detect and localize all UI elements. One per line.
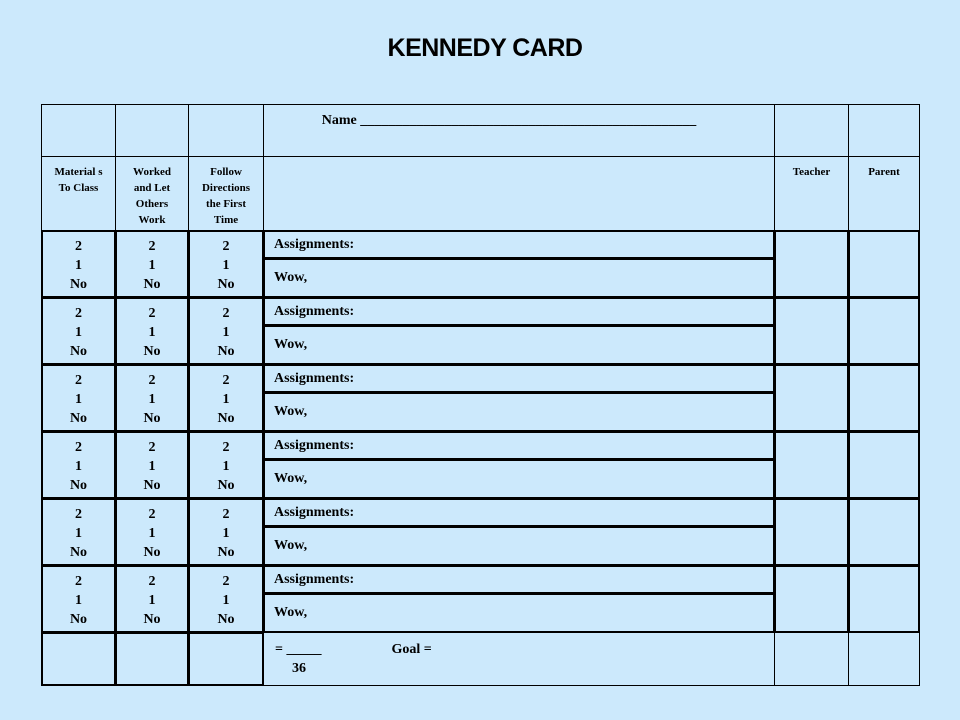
rating-cell[interactable] xyxy=(188,565,264,633)
rating-option[interactable]: No xyxy=(69,612,88,627)
header-parent xyxy=(848,156,920,231)
total-blank-cell xyxy=(41,632,116,686)
wow-field[interactable] xyxy=(263,325,775,365)
page-title: KENNEDY CARD xyxy=(387,34,583,62)
total-blank[interactable]: = _____ xyxy=(275,642,322,657)
rating-cell[interactable] xyxy=(188,498,264,566)
goal-value: 36 xyxy=(292,661,306,676)
rating-option[interactable]: 1 xyxy=(222,526,230,541)
rating-option[interactable]: 2 xyxy=(148,574,156,589)
rating-option[interactable]: No xyxy=(143,277,161,292)
rating-option[interactable]: 1 xyxy=(148,392,156,407)
rating-cell[interactable] xyxy=(41,297,116,365)
rating-option[interactable]: 1 xyxy=(148,459,156,474)
rating-option[interactable]: No xyxy=(217,612,235,627)
parent-initial-cell[interactable] xyxy=(848,431,920,499)
header-blank-cell xyxy=(263,156,775,231)
goal-value-line xyxy=(275,659,774,678)
rating-option[interactable]: 1 xyxy=(222,258,230,273)
rating-option[interactable]: 2 xyxy=(75,306,82,321)
rating-cell[interactable] xyxy=(115,364,189,432)
assignments-field[interactable] xyxy=(263,230,775,259)
rating-option[interactable]: 1 xyxy=(222,459,230,474)
rating-option[interactable]: 1 xyxy=(148,325,156,340)
rating-option[interactable]: 2 xyxy=(222,306,230,321)
rating-cell[interactable] xyxy=(41,431,116,499)
wow-label: Wow, xyxy=(274,404,308,419)
parent-initial-cell[interactable] xyxy=(848,565,920,633)
wow-field[interactable] xyxy=(263,593,775,633)
rating-option[interactable]: No xyxy=(217,545,235,560)
wow-label: Wow, xyxy=(274,270,308,285)
header-teacher xyxy=(774,156,849,231)
rating-option[interactable]: 2 xyxy=(75,373,82,388)
header-blank-cell xyxy=(188,104,264,157)
teacher-initial-cell[interactable] xyxy=(774,565,849,633)
assignments-label: Assignments: xyxy=(274,571,355,587)
header-blank-cell xyxy=(774,104,849,157)
assignments-field[interactable] xyxy=(263,297,775,326)
wow-label: Wow, xyxy=(274,471,308,486)
parent-initial-cell[interactable] xyxy=(848,364,920,432)
header-label: Worked and Let Others Work xyxy=(133,166,171,226)
rating-option[interactable]: 2 xyxy=(222,440,230,455)
rating-cell[interactable] xyxy=(115,565,189,633)
rating-option[interactable]: 2 xyxy=(148,239,156,254)
rating-cell[interactable] xyxy=(115,431,189,499)
parent-initial-cell[interactable] xyxy=(848,498,920,566)
rating-option[interactable]: 1 xyxy=(75,392,82,407)
goal-label: Goal = xyxy=(391,642,432,657)
header-label: Follow Directions the First Time xyxy=(201,166,251,226)
rating-cell[interactable] xyxy=(41,364,116,432)
assignments-label: Assignments: xyxy=(274,236,355,252)
rating-option[interactable]: No xyxy=(69,277,88,292)
rating-option[interactable]: 2 xyxy=(222,574,230,589)
rating-cell[interactable] xyxy=(188,431,264,499)
rating-option[interactable]: 2 xyxy=(222,507,230,522)
rating-cell[interactable] xyxy=(41,230,116,298)
rating-cell[interactable] xyxy=(41,498,116,566)
assignments-label: Assignments: xyxy=(274,504,355,520)
rating-option[interactable]: 1 xyxy=(148,526,156,541)
rating-option[interactable]: 2 xyxy=(148,306,156,321)
rating-option[interactable]: 1 xyxy=(75,258,82,273)
parent-initial-cell[interactable] xyxy=(848,297,920,365)
header-follow-directions xyxy=(188,156,264,231)
rating-option[interactable]: 1 xyxy=(75,593,82,608)
rating-cell[interactable] xyxy=(188,364,264,432)
rating-option[interactable]: No xyxy=(217,277,235,292)
rating-cell[interactable] xyxy=(41,565,116,633)
rating-option[interactable]: 1 xyxy=(75,459,82,474)
rating-option[interactable]: No xyxy=(143,478,161,493)
teacher-initial-cell[interactable] xyxy=(774,364,849,432)
teacher-initial-cell[interactable] xyxy=(774,230,849,298)
rating-option[interactable]: No xyxy=(143,545,161,560)
assignments-field[interactable] xyxy=(263,364,775,393)
rating-option[interactable]: 2 xyxy=(222,373,230,388)
rating-option[interactable]: 2 xyxy=(75,239,82,254)
parent-initial-cell[interactable] xyxy=(848,230,920,298)
wow-field[interactable] xyxy=(263,258,775,298)
assignments-field[interactable] xyxy=(263,565,775,594)
rating-option[interactable]: 1 xyxy=(75,325,82,340)
rating-option[interactable]: 1 xyxy=(75,526,82,541)
rating-option[interactable]: 1 xyxy=(148,593,156,608)
rating-option[interactable]: 2 xyxy=(148,507,156,522)
header-worked-and-let-others-work xyxy=(115,156,189,231)
header-label: Teacher xyxy=(792,166,831,178)
assignments-label: Assignments: xyxy=(274,437,355,453)
rating-option[interactable]: 2 xyxy=(148,440,156,455)
assignments-field[interactable] xyxy=(263,498,775,527)
total-blank-cell xyxy=(848,632,920,686)
teacher-initial-cell[interactable] xyxy=(774,498,849,566)
wow-label: Wow, xyxy=(274,605,308,620)
name-label[interactable]: Name ________________________________________________ xyxy=(321,113,697,128)
rating-option[interactable]: 1 xyxy=(148,258,156,273)
header-label: Parent xyxy=(868,166,900,178)
assignments-field[interactable] xyxy=(263,431,775,460)
rating-cell[interactable] xyxy=(188,230,264,298)
header-label: Material s To Class xyxy=(54,166,103,194)
wow-field[interactable] xyxy=(263,526,775,566)
rating-option[interactable]: 2 xyxy=(75,507,82,522)
wow-label: Wow, xyxy=(274,337,308,352)
rating-option[interactable]: 2 xyxy=(75,440,82,455)
name-field[interactable] xyxy=(263,104,775,157)
rating-option[interactable]: 2 xyxy=(148,373,156,388)
rating-option[interactable]: No xyxy=(143,612,161,627)
rating-option[interactable]: No xyxy=(143,344,161,359)
rating-option[interactable]: 1 xyxy=(222,392,230,407)
rating-option[interactable]: 2 xyxy=(75,574,82,589)
total-blank-cell xyxy=(188,632,264,686)
rating-option[interactable]: No xyxy=(69,478,88,493)
rating-cell[interactable] xyxy=(188,297,264,365)
assignments-label: Assignments: xyxy=(274,303,355,319)
assignments-label: Assignments: xyxy=(274,370,355,386)
teacher-initial-cell[interactable] xyxy=(774,431,849,499)
rating-option[interactable]: No xyxy=(69,344,88,359)
rating-option[interactable]: No xyxy=(143,411,161,426)
wow-label: Wow, xyxy=(274,538,308,553)
total-score-field[interactable] xyxy=(263,632,775,686)
rating-option[interactable]: 2 xyxy=(222,239,230,254)
wow-field[interactable] xyxy=(263,392,775,432)
rating-option[interactable]: No xyxy=(217,478,235,493)
header-blank-cell xyxy=(848,104,920,157)
teacher-initial-cell[interactable] xyxy=(774,297,849,365)
total-blank-cell xyxy=(774,632,849,686)
rating-option[interactable]: No xyxy=(69,411,88,426)
rating-option[interactable]: 1 xyxy=(222,593,230,608)
total-blank-cell xyxy=(115,632,189,686)
rating-option[interactable]: No xyxy=(69,545,88,560)
kennedy-card-table xyxy=(41,104,919,690)
wow-field[interactable] xyxy=(263,459,775,499)
rating-cell[interactable] xyxy=(115,498,189,566)
rating-option[interactable]: 1 xyxy=(222,325,230,340)
rating-cell[interactable] xyxy=(115,297,189,365)
rating-option[interactable]: No xyxy=(217,411,235,426)
header-materials-to-class xyxy=(41,156,116,231)
rating-cell[interactable] xyxy=(115,230,189,298)
header-blank-cell xyxy=(115,104,189,157)
total-line xyxy=(275,640,774,659)
header-blank-cell xyxy=(41,104,116,157)
rating-option[interactable]: No xyxy=(217,344,235,359)
